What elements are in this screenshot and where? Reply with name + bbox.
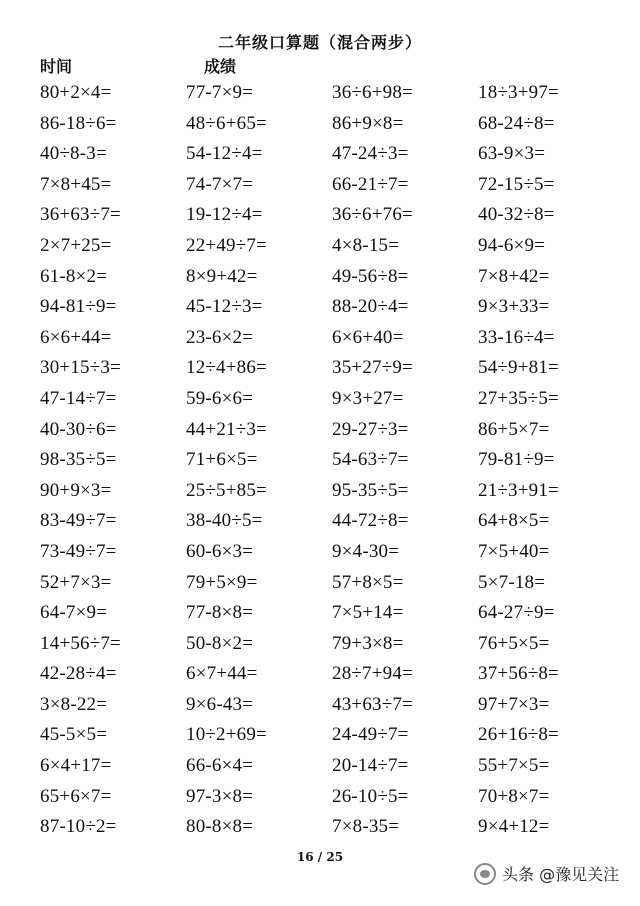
problem-item: 42-28÷4= xyxy=(40,663,117,685)
problem-item: 21÷3+91= xyxy=(478,479,559,501)
problem-item: 4×8-15= xyxy=(332,234,400,256)
problem-item: 22+49÷7= xyxy=(186,234,267,256)
problem-item: 38-40÷5= xyxy=(186,510,263,532)
problem-item: 23-6×2= xyxy=(186,326,254,348)
problem-item: 83-49÷7= xyxy=(40,510,117,532)
problem-item: 6×6+40= xyxy=(332,326,404,348)
problem-item: 27+35÷5= xyxy=(478,387,559,409)
problem-item: 74-7×7= xyxy=(186,173,254,195)
problem-item: 79-81÷9= xyxy=(478,449,555,471)
problem-item: 2×7+25= xyxy=(40,234,112,256)
problem-item: 50-8×2= xyxy=(186,632,254,654)
problem-item: 37+56÷8= xyxy=(478,663,559,685)
problem-item: 70+8×7= xyxy=(478,785,550,807)
problem-item: 64-7×9= xyxy=(40,602,108,624)
problem-item: 9×6-43= xyxy=(186,693,254,715)
watermark xyxy=(474,862,619,885)
problem-item: 97+7×3= xyxy=(478,693,550,715)
problem-item: 79+5×9= xyxy=(186,571,258,593)
problem-item: 6×4+17= xyxy=(40,755,112,777)
problem-item: 20-14÷7= xyxy=(332,755,409,777)
problem-item: 45-5×5= xyxy=(40,724,108,746)
problem-item: 28÷7+94= xyxy=(332,663,413,685)
problem-item: 35+27÷9= xyxy=(332,357,413,379)
problem-item: 79+3×8= xyxy=(332,632,404,654)
problem-item: 9×3+33= xyxy=(478,296,550,318)
problem-item: 72-15÷5= xyxy=(478,173,555,195)
problem-item: 24-49÷7= xyxy=(332,724,409,746)
problem-item: 80+2×4= xyxy=(40,82,112,103)
problem-item: 57+8×5= xyxy=(332,571,404,593)
problem-item: 26-10÷5= xyxy=(332,785,409,807)
problem-item: 59-6×6= xyxy=(186,387,254,409)
problem-item: 71+6×5= xyxy=(186,449,258,471)
problem-item: 40-30÷6= xyxy=(40,418,117,440)
problem-item: 43+63÷7= xyxy=(332,693,413,715)
score-label: 成绩 xyxy=(204,57,237,76)
problem-item: 9×4-30= xyxy=(332,540,400,562)
problem-item: 8×9+42= xyxy=(186,265,258,287)
problem-item: 40-32÷8= xyxy=(478,204,555,226)
problem-item: 61-8×2= xyxy=(40,265,108,287)
problem-item: 47-14÷7= xyxy=(40,387,117,409)
problem-item: 36÷6+76= xyxy=(332,204,413,226)
problem-item: 7×5+14= xyxy=(332,602,404,624)
problem-item: 80-8×8= xyxy=(186,816,254,838)
watermark-logo-icon xyxy=(474,863,496,885)
problem-item: 45-12÷3= xyxy=(186,296,263,318)
problem-item: 77-7×9= xyxy=(186,82,254,103)
problem-item: 44+21÷3= xyxy=(186,418,267,440)
problem-item: 64+8×5= xyxy=(478,510,550,532)
problem-item: 14+56÷7= xyxy=(40,632,121,654)
page-title: 二年级口算题（混合两步） xyxy=(217,33,422,52)
problem-item: 95-35÷5= xyxy=(332,479,409,501)
problem-item: 86-18÷6= xyxy=(40,112,117,134)
page-number: 16 / 25 xyxy=(296,850,344,864)
problem-item: 68-24÷8= xyxy=(478,112,555,134)
problem-item: 7×5+40= xyxy=(478,540,550,562)
problem-item: 48÷6+65= xyxy=(186,112,267,134)
problem-item: 40÷8-3= xyxy=(40,143,107,165)
problem-item: 33-16÷4= xyxy=(478,326,555,348)
problem-item: 5×7-18= xyxy=(478,571,546,593)
problem-item: 25÷5+85= xyxy=(186,479,267,501)
problem-item: 52+7×3= xyxy=(40,571,112,593)
problem-item: 86+9×8= xyxy=(332,112,404,134)
problem-item: 66-6×4= xyxy=(186,755,254,777)
problem-item: 26+16÷8= xyxy=(478,724,559,746)
problem-item: 9×3+27= xyxy=(332,387,404,409)
problem-item: 73-49÷7= xyxy=(40,540,117,562)
problem-item: 54-12÷4= xyxy=(186,143,263,165)
problem-item: 6×7+44= xyxy=(186,663,258,685)
problem-item: 54÷9+81= xyxy=(478,357,559,379)
problem-item: 55+7×5= xyxy=(478,755,550,777)
problem-item: 7×8+42= xyxy=(478,265,550,287)
problem-item: 44-72÷8= xyxy=(332,510,409,532)
problem-item: 87-10÷2= xyxy=(40,816,117,838)
problem-item: 65+6×7= xyxy=(40,785,112,807)
problem-item: 10÷2+69= xyxy=(186,724,267,746)
problem-item: 9×4+12= xyxy=(478,816,550,838)
problem-item: 47-24÷3= xyxy=(332,143,409,165)
problem-item: 94-6×9= xyxy=(478,234,546,256)
problem-item: 12÷4+86= xyxy=(186,357,267,379)
problem-item: 98-35÷5= xyxy=(40,449,117,471)
problem-item: 88-20÷4= xyxy=(332,296,409,318)
problem-item: 6×6+44= xyxy=(40,326,112,348)
time-label: 时间 xyxy=(40,57,73,76)
problem-item: 18÷3+97= xyxy=(478,82,559,103)
watermark-text: 头条 @豫见关注 xyxy=(502,865,620,884)
problem-item: 49-56÷8= xyxy=(332,265,409,287)
problem-item: 3×8-22= xyxy=(40,693,108,715)
problem-item: 7×8+45= xyxy=(40,173,112,195)
problem-item: 7×8-35= xyxy=(332,816,400,838)
problem-item: 19-12÷4= xyxy=(186,204,263,226)
problem-item: 86+5×7= xyxy=(478,418,550,440)
problem-item: 76+5×5= xyxy=(478,632,550,654)
problem-item: 64-27÷9= xyxy=(478,602,555,624)
problem-item: 77-8×8= xyxy=(186,602,254,624)
problem-item: 30+15÷3= xyxy=(40,357,121,379)
problem-item: 90+9×3= xyxy=(40,479,112,501)
problem-item: 54-63÷7= xyxy=(332,449,409,471)
problem-item: 36÷6+98= xyxy=(332,82,413,103)
problem-item: 63-9×3= xyxy=(478,143,546,165)
problem-item: 97-3×8= xyxy=(186,785,254,807)
problem-grid xyxy=(40,78,624,843)
problem-item: 60-6×3= xyxy=(186,540,254,562)
problem-item: 29-27÷3= xyxy=(332,418,409,440)
problem-item: 36+63÷7= xyxy=(40,204,121,226)
problem-item: 94-81÷9= xyxy=(40,296,117,318)
problem-item: 66-21÷7= xyxy=(332,173,409,195)
